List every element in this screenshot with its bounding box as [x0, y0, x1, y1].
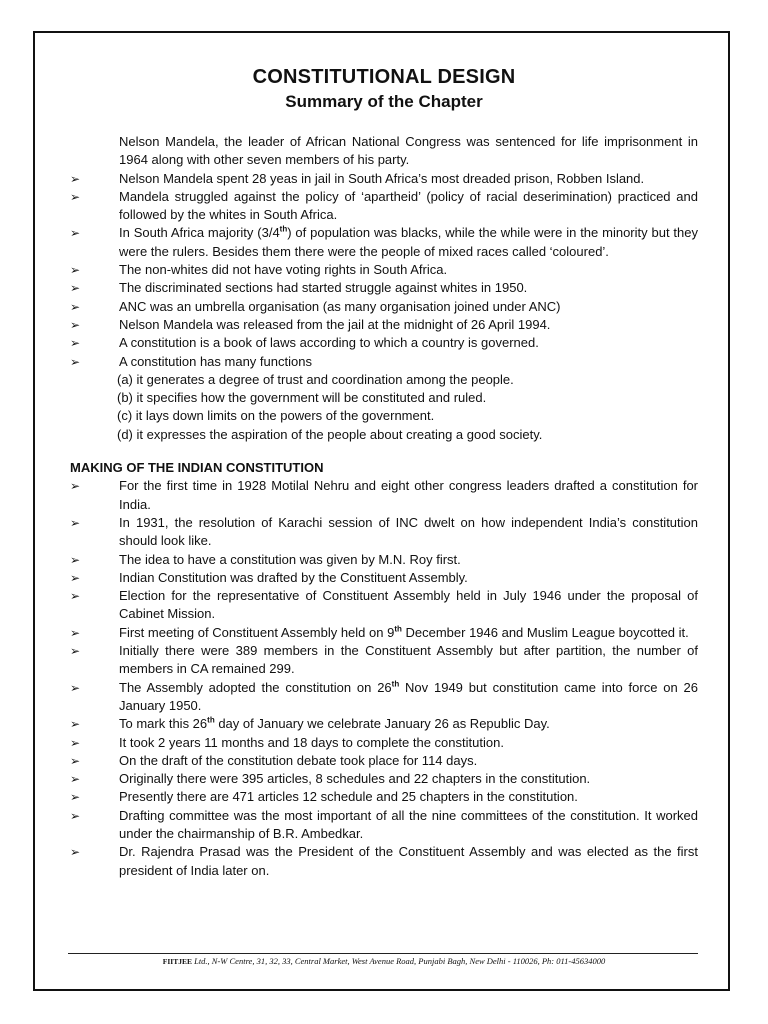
- list-item-text: [119, 679, 698, 716]
- function-item: (b) it specifies how the government will be constituted and ruled.: [117, 390, 487, 406]
- list-item: [70, 807, 698, 844]
- ordinal-superscript: th: [207, 715, 215, 725]
- chapter-summary: [70, 133, 698, 880]
- arrow-bullet-icon: ➢: [70, 189, 81, 204]
- list-item: [70, 224, 698, 261]
- list-item-text: Drafting committee was the most important of all the nine committees of the constitution. It worked under the chairmanship of B.R. Ambedkar.: [119, 807, 698, 841]
- text-segment: In South Africa majority (3/4: [119, 225, 280, 241]
- arrow-bullet-icon: ➢: [70, 753, 81, 768]
- list-item-text: [119, 715, 698, 733]
- footer-brand: FIITJEE: [162, 957, 192, 966]
- text-segment: December 1946 and Muslim League boycotted it.: [401, 624, 689, 640]
- summary-list: [70, 170, 698, 371]
- arrow-bullet-icon: ➢: [70, 317, 81, 332]
- text-segment: First meeting of Constituent Assembly held on 9: [119, 624, 395, 640]
- list-item-text: ANC was an umbrella organisation (as many organisation joined under ANC): [119, 298, 561, 314]
- arrow-bullet-icon: ➢: [70, 281, 81, 296]
- list-item: [70, 514, 698, 551]
- list-item-text: On the draft of the constitution debate took place for 114 days.: [119, 752, 478, 768]
- arrow-bullet-icon: ➢: [70, 808, 81, 823]
- arrow-bullet-icon: ➢: [70, 263, 81, 278]
- list-item-text: Election for the representative of Constituent Assembly held in July 1946 under the proposal of Cabinet Mission.: [119, 588, 698, 622]
- arrow-bullet-icon: ➢: [70, 171, 81, 186]
- arrow-bullet-icon: ➢: [70, 570, 81, 585]
- function-item: (a) it generates a degree of trust and coordination among the people.: [117, 371, 514, 387]
- list-item-text: Originally there were 395 articles, 8 schedules and 22 chapters in the constitution.: [119, 771, 591, 787]
- list-item: [70, 551, 698, 569]
- list-item-text: [119, 624, 698, 642]
- list-item: [70, 334, 698, 352]
- arrow-bullet-icon: ➢: [70, 625, 81, 640]
- list-item-text: Initially there were 389 members in the Constituent Assembly but after partition, the number of members in CA remained 299.: [119, 643, 698, 677]
- footer-address: Ltd., N-W Centre, 31, 32, 33, Central Market, West Avenue Road, Punjabi Bagh, New Delhi - 110026, Ph: 011-45634000: [194, 956, 606, 966]
- list-item-text: A constitution is a book of laws according to which a country is governed.: [119, 335, 539, 351]
- ordinal-superscript: th: [394, 624, 402, 634]
- list-item: [70, 261, 698, 279]
- text-segment: day of January we celebrate January 26 as Republic Day.: [214, 716, 550, 732]
- making-constitution-list: [70, 477, 698, 880]
- arrow-bullet-icon: ➢: [70, 226, 81, 241]
- arrow-bullet-icon: ➢: [70, 479, 81, 494]
- arrow-bullet-icon: ➢: [70, 299, 81, 314]
- list-item: [70, 770, 698, 788]
- page-subtitle: Summary of the Chapter: [285, 92, 483, 111]
- list-item: [70, 843, 698, 880]
- ordinal-superscript: th: [279, 225, 288, 235]
- arrow-bullet-icon: ➢: [70, 790, 81, 805]
- intro-paragraph: Nelson Mandela, the leader of African National Congress was sentenced for life imprisonment in 1964 along with other seven members of his party.: [119, 134, 698, 168]
- list-item: [70, 624, 698, 642]
- list-item-text: Nelson Mandela was released from the jail at the midnight of 26 April 1994.: [119, 316, 551, 332]
- text-segment: To mark this 26: [119, 716, 208, 732]
- list-item: [70, 642, 698, 679]
- functions-list: [70, 371, 698, 444]
- list-item: [70, 734, 698, 752]
- list-item: [70, 298, 698, 316]
- list-item-text: The idea to have a constitution was given by M.N. Roy first.: [119, 551, 461, 567]
- text-segment: Nov 1949 but constitution came into force on 26 January 1950.: [119, 679, 699, 713]
- list-item-text: For the first time in 1928 Motilal Nehru and eight other congress leaders drafted a constitution for India.: [119, 478, 698, 512]
- arrow-bullet-icon: ➢: [70, 772, 81, 787]
- arrow-bullet-icon: ➢: [70, 717, 81, 732]
- list-item-text: Dr. Rajendra Prasad was the President of the Constituent Assembly and was elected as the first president of India later on.: [119, 844, 698, 878]
- list-item: [70, 587, 698, 624]
- list-item-text: Indian Constitution was drafted by the Constituent Assembly.: [119, 569, 468, 585]
- ordinal-superscript: th: [391, 679, 400, 689]
- list-item: [70, 788, 698, 806]
- list-item-text: The discriminated sections had started struggle against whites in 1950.: [119, 280, 528, 296]
- text-segment: ) of population was blacks, while the while were in the minority but they were the rulers. Besides them there were the people of mixed races called ‘coloured’.: [119, 225, 698, 259]
- list-item: [70, 188, 698, 225]
- arrow-bullet-icon: ➢: [70, 589, 81, 604]
- arrow-bullet-icon: ➢: [70, 354, 81, 369]
- arrow-bullet-icon: ➢: [70, 515, 81, 530]
- list-item: [70, 715, 698, 733]
- list-item: [70, 679, 698, 716]
- arrow-bullet-icon: ➢: [70, 735, 81, 750]
- list-item: [70, 477, 698, 514]
- text-segment: The Assembly adopted the constitution on 26: [119, 679, 392, 695]
- footer: [0, 956, 768, 966]
- section-heading: MAKING OF THE INDIAN CONSTITUTION: [70, 460, 324, 476]
- list-item: [70, 316, 698, 334]
- list-item-text: It took 2 years 11 months and 18 days to complete the constitution.: [119, 734, 504, 750]
- arrow-bullet-icon: ➢: [70, 845, 81, 860]
- function-item: (d) it expresses the aspiration of the people about creating a good society.: [117, 426, 543, 442]
- page-title: CONSTITUTIONAL DESIGN: [252, 66, 516, 88]
- arrow-bullet-icon: ➢: [70, 552, 81, 567]
- list-item: [70, 170, 698, 188]
- footer-divider: [68, 953, 698, 954]
- list-item: [70, 569, 698, 587]
- list-item-text: The non-whites did not have voting rights in South Africa.: [119, 262, 448, 278]
- list-item: [70, 279, 698, 297]
- list-item: [70, 353, 698, 371]
- list-item-text: [119, 224, 698, 261]
- list-item-text: A constitution has many functions: [119, 353, 312, 369]
- function-item: (c) it lays down limits on the powers of the government.: [117, 408, 435, 424]
- arrow-bullet-icon: ➢: [70, 680, 81, 695]
- list-item-text: Mandela struggled against the policy of ‘apartheid’ (policy of racial deserimination) practiced and followed by the whites in South Africa.: [119, 188, 698, 223]
- list-item-text: Nelson Mandela spent 28 yeas in jail in South Africa’s most dreaded prison, Robben Island.: [119, 170, 645, 186]
- list-item-text: Presently there are 471 articles 12 schedule and 25 chapters in the constitution.: [119, 789, 578, 805]
- list-item-text: In 1931, the resolution of Karachi session of INC dwelt on how independent India’s constitution should look like.: [119, 514, 698, 549]
- arrow-bullet-icon: ➢: [70, 644, 81, 659]
- arrow-bullet-icon: ➢: [70, 336, 81, 351]
- list-item: [70, 752, 698, 770]
